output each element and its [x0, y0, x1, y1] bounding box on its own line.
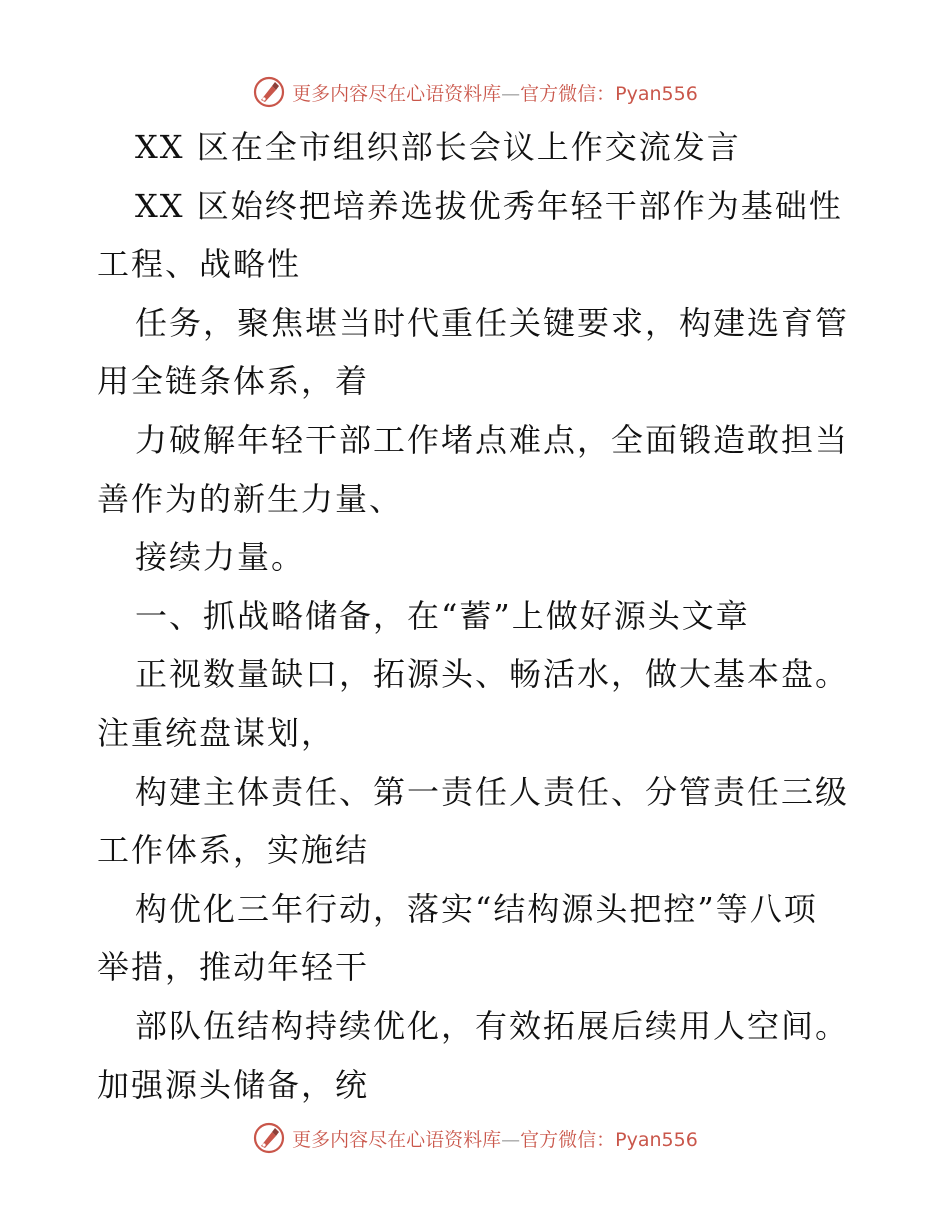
banner-wechat-text: 官方微信：Pyan556 — [520, 82, 698, 105]
document-line: 工程、战略性 — [97, 245, 302, 284]
document-line: XX 区在全市组织部长会议上作交流发言 — [135, 128, 741, 166]
document-line: 部队伍结构持续优化，有效拓展后续用人空间。 — [135, 1006, 850, 1045]
document-line: XX 区始终把培养选拔优秀年轻干部作为基础性 — [135, 186, 843, 225]
document-line: 构优化三年行动，落实“结构源头把控”等八项 — [135, 889, 818, 928]
document-line: 任务，聚焦堪当时代重任关键要求，构建选育管 — [135, 303, 850, 342]
banner-site-text: 更多内容尽在心语资料库 — [292, 82, 502, 105]
header-watermark-banner — [0, 72, 950, 112]
document-line: 善作为的新生力量、 — [97, 479, 404, 518]
document-line: 力破解年轻干部工作堵点难点，全面锻造敢担当 — [135, 420, 850, 459]
banner-text — [292, 1125, 698, 1152]
document-line: 正视数量缺口，拓源头、畅活水，做大基本盘。 — [135, 655, 850, 694]
pen-nib-logo-icon — [252, 75, 286, 109]
banner-separator: — — [501, 82, 521, 105]
banner-separator: — — [501, 1128, 521, 1151]
document-line: 构建主体责任、第一责任人责任、分管责任三级 — [135, 772, 850, 811]
document-line: 一、抓战略储备，在“蓄”上做好源头文章 — [135, 596, 750, 635]
banner-site-text: 更多内容尽在心语资料库 — [292, 1128, 502, 1151]
document-line: 用全链条体系，着 — [97, 362, 370, 401]
document-line: 注重统盘谋划， — [97, 713, 336, 752]
pen-nib-logo-icon — [252, 1121, 286, 1155]
document-line: 工作体系，实施结 — [97, 831, 370, 870]
document-line: 接续力量。 — [135, 538, 306, 577]
banner-text — [292, 79, 698, 106]
banner-wechat-text: 官方微信：Pyan556 — [520, 1128, 698, 1151]
footer-watermark-banner — [0, 1118, 950, 1158]
document-line: 加强源头储备，统 — [97, 1065, 370, 1104]
document-line: 举措，推动年轻干 — [97, 948, 370, 987]
document-body — [97, 118, 857, 1114]
